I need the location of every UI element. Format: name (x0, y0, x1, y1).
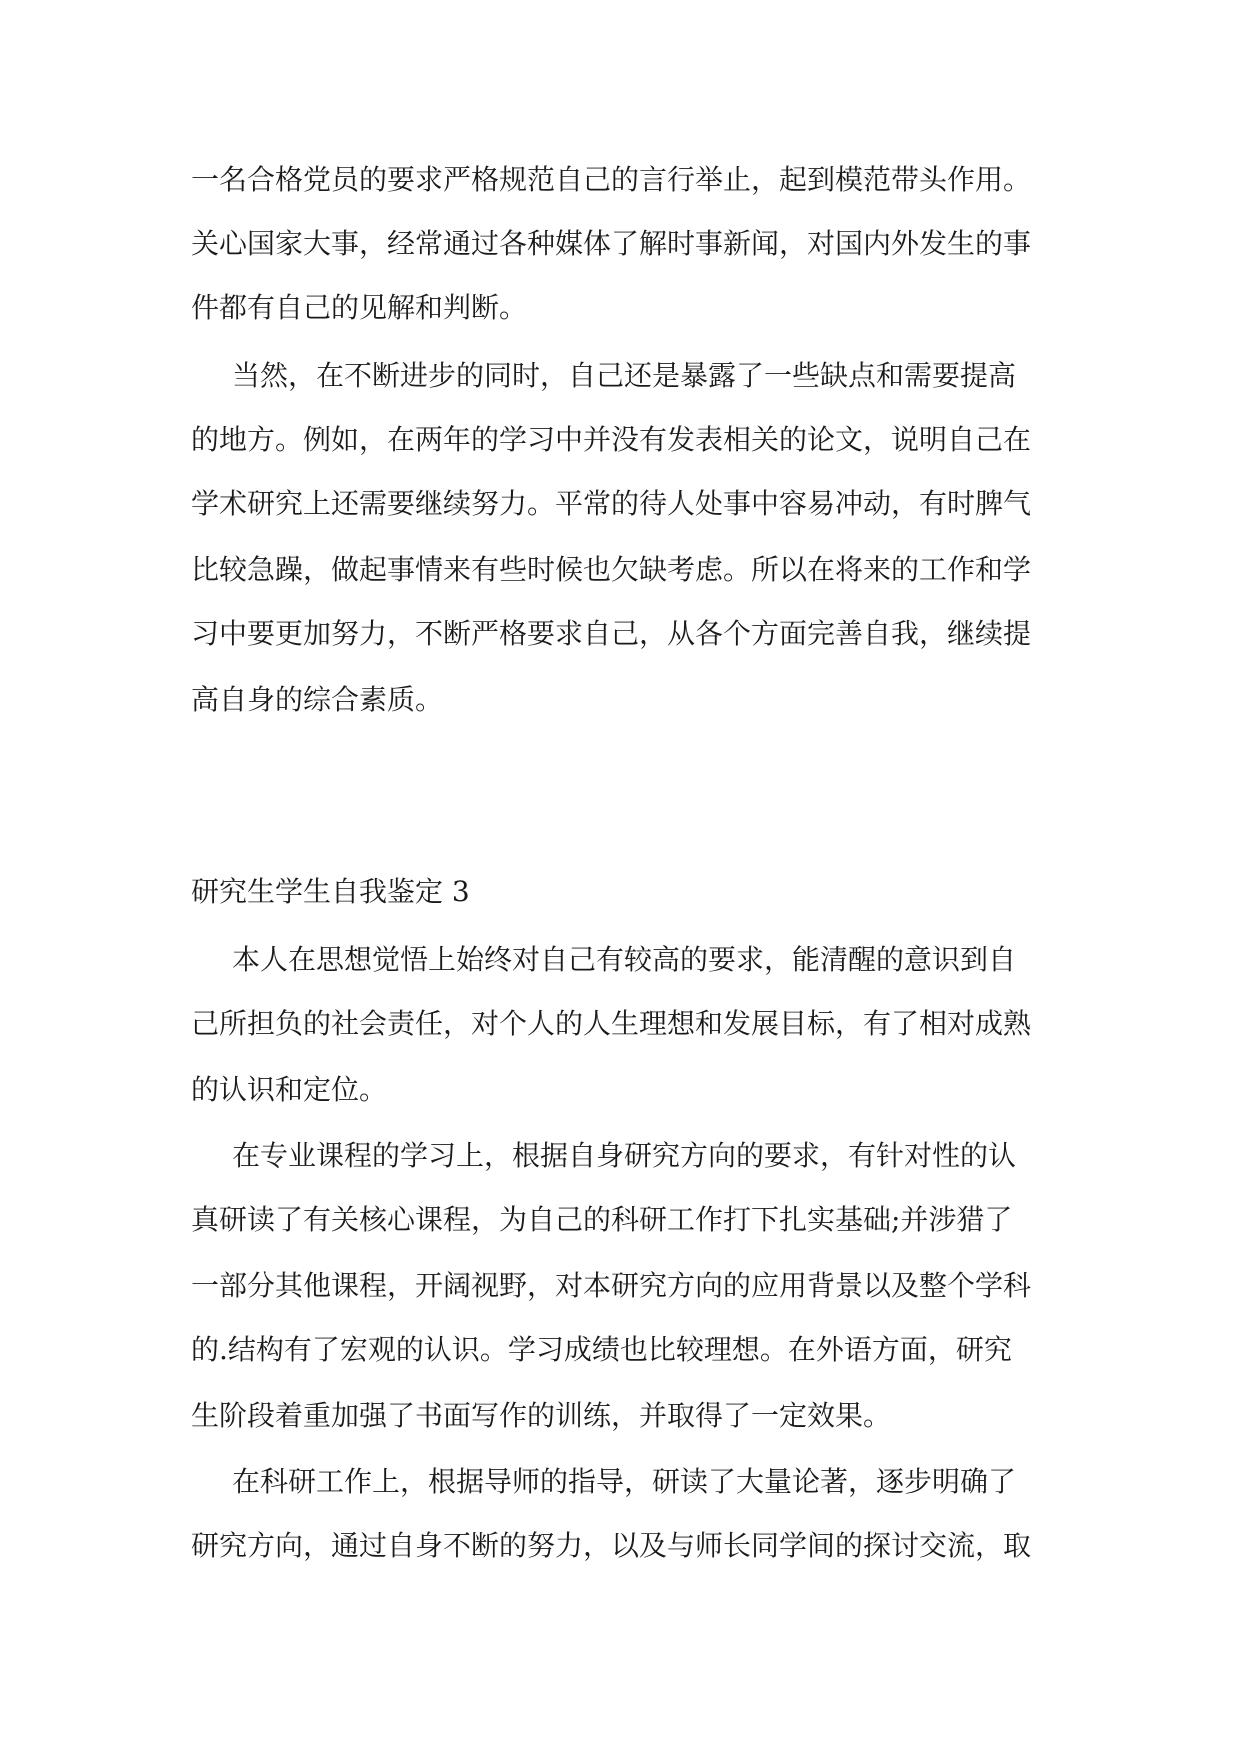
paragraph-line: 比较急躁，做起事情来有些时候也欠缺考虑。所以在将来的工作和学 (191, 553, 1032, 586)
paragraph-line: 生阶段着重加强了书面写作的训练，并取得了一定效果。 (191, 1399, 892, 1432)
paragraph-line: 真研读了有关核心课程，为自己的科研工作打下扎实基础;并涉猎了 (191, 1203, 1013, 1236)
paragraph-line: 一名合格党员的要求严格规范自己的言行举止，起到模范带头作用。 (191, 163, 1032, 196)
paragraph-line: 关心国家大事，经常通过各种媒体了解时事新闻，对国内外发生的事 (191, 227, 1032, 260)
paragraph-line: 的地方。例如，在两年的学习中并没有发表相关的论文，说明自己在 (191, 423, 1032, 456)
paragraph-line: 本人在思想觉悟上始终对自己有较高的要求，能清醒的意识到自 (232, 943, 1017, 976)
paragraph-line: 己所担负的社会责任，对个人的人生理想和发展目标，有了相对成熟 (191, 1007, 1032, 1040)
paragraph-line: 在科研工作上，根据导师的指导，研读了大量论著，逐步明确了 (232, 1465, 1017, 1498)
paragraph-line: 在专业课程的学习上，根据自身研究方向的要求，有针对性的认 (232, 1139, 1017, 1172)
paragraph-line: 当然，在不断进步的同时，自己还是暴露了一些缺点和需要提高 (232, 359, 1017, 392)
paragraph-line: 学术研究上还需要继续努力。平常的待人处事中容易冲动，有时脾气 (191, 487, 1032, 520)
paragraph-line: 的认识和定位。 (191, 1073, 388, 1106)
paragraph-line: 件都有自己的见解和判断。 (191, 291, 528, 324)
paragraph-line: 高自身的综合素质。 (191, 683, 444, 716)
paragraph-line: 习中要更加努力，不断严格要求自己，从各个方面完善自我，继续提 (191, 617, 1032, 650)
paragraph-line: 研究方向，通过自身不断的努力，以及与师长同学间的探讨交流，取 (191, 1529, 1032, 1562)
paragraph-line: 的.结构有了宏观的认识。学习成绩也比较理想。在外语方面，研究 (191, 1333, 1012, 1366)
paragraph-line: 一部分其他课程，开阔视野，对本研究方向的应用背景以及整个学科 (191, 1269, 1032, 1302)
section-heading: 研究生学生自我鉴定 3 (191, 875, 470, 908)
